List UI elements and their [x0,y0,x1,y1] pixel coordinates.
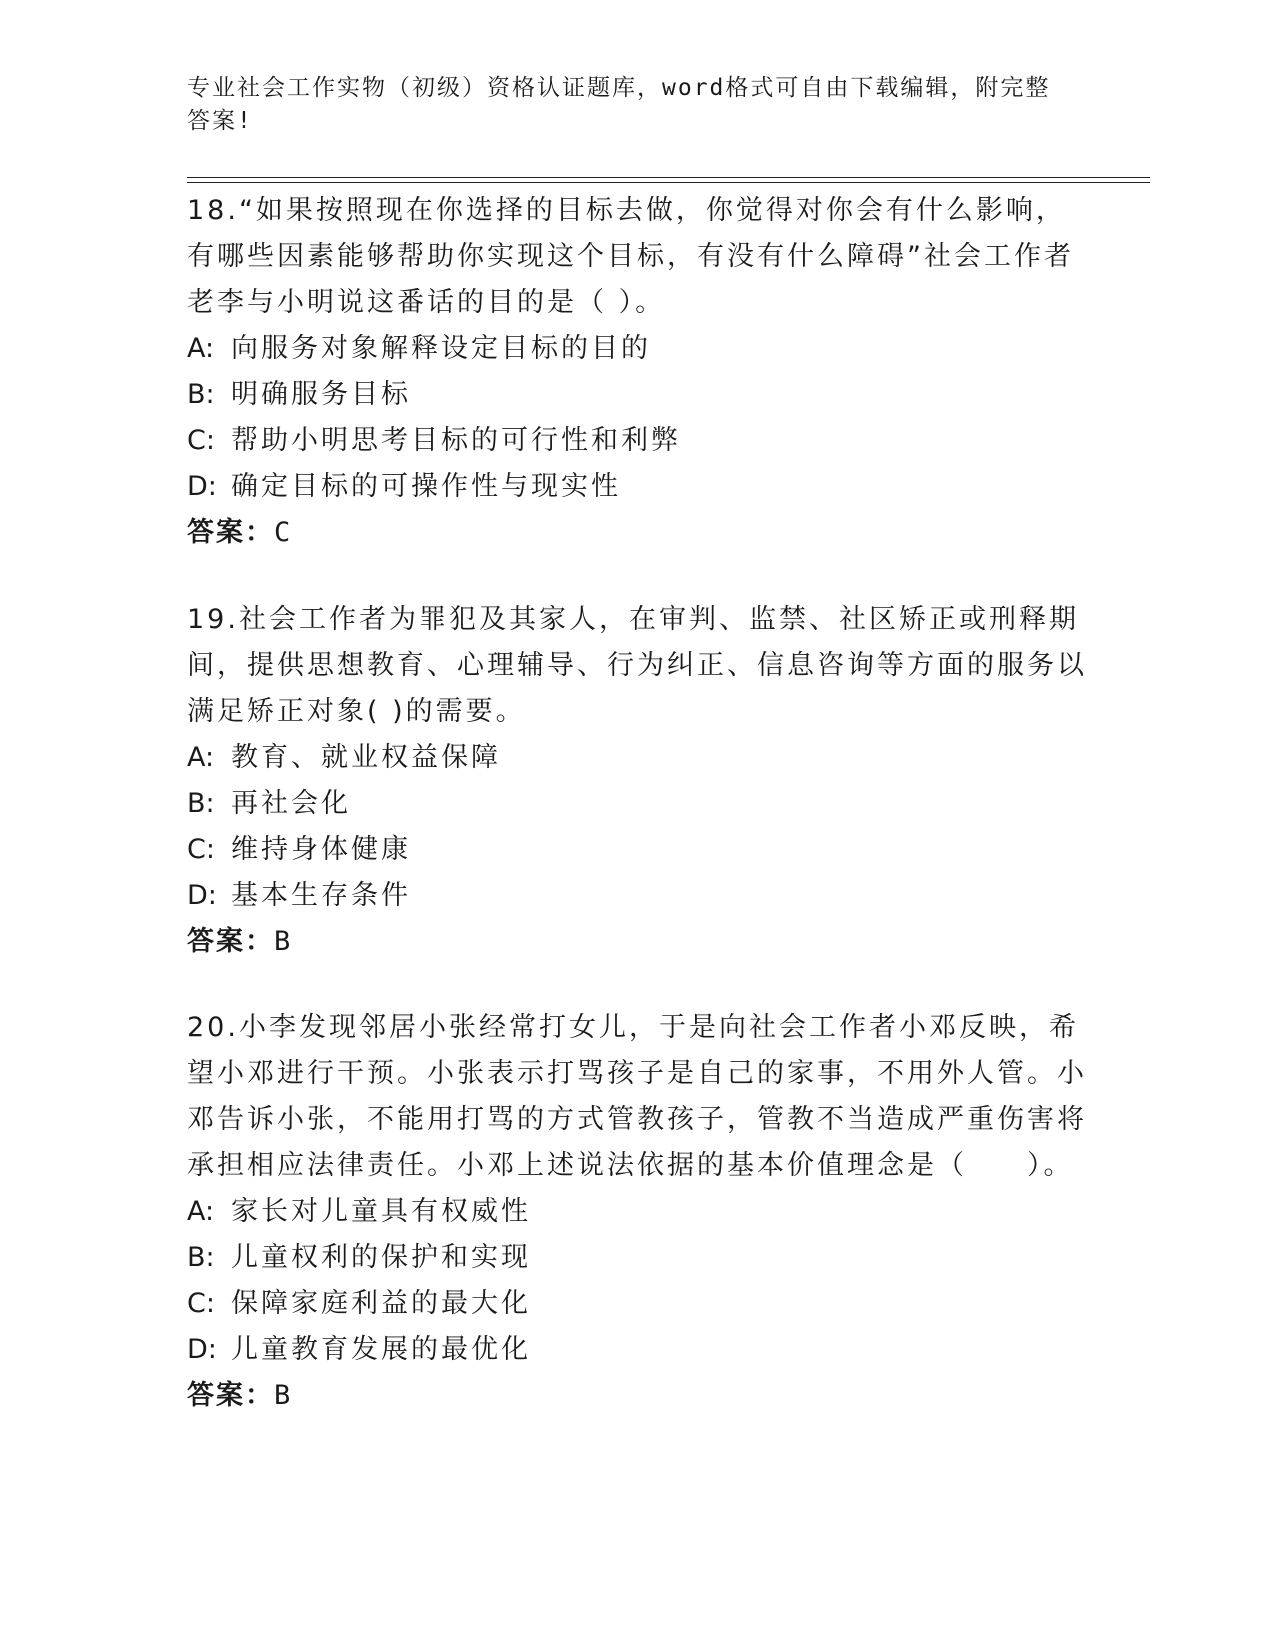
question-20 [187,1005,1087,1419]
option-text: 保障家庭利益的最大化 [231,1288,531,1319]
answer-value: B [274,926,291,957]
option-key: A: [187,1196,215,1227]
option-key: D: [187,471,217,502]
option-text: 儿童权利的保护和实现 [231,1242,531,1273]
option-text: 帮助小明思考目标的可行性和利弊 [231,425,681,456]
header-divider [187,177,1150,178]
answer-line [187,1373,1087,1419]
option-text: 确定目标的可操作性与现实性 [231,471,621,502]
option-d [187,873,1087,919]
option-text: 教育、就业权益保障 [231,742,501,773]
option-key: C: [187,834,215,865]
question-stem: 19.社会工作者为罪犯及其家人，在审判、监禁、社区矫正或刑释期间，提供思想教育、心理辅导、行为纠正、信息咨询等方面的服务以满足矫正对象( )的需要。 [187,604,1087,727]
answer-label: 答案： [187,926,274,957]
option-text: 向服务对象解释设定目标的目的 [231,333,651,364]
option-c [187,418,1087,464]
option-text: 家长对儿童具有权威性 [231,1196,531,1227]
answer-value: C [274,517,291,548]
answer-value: B [274,1380,291,1411]
option-a [187,326,1087,372]
option-key: A: [187,333,215,364]
option-c [187,827,1087,873]
option-text: 儿童教育发展的最优化 [231,1334,531,1365]
question-stem: 20.小李发现邻居小张经常打女儿，于是向社会工作者小邓反映，希望小邓进行干预。小张表示打骂孩子是自己的家事，不用外人管。小邓告诉小张，不能用打骂的方式管教孩子，管教不当造成严重伤害将承担相应法律责任。小邓上述说法依据的基本价值理念是（ ）。 [187,1012,1087,1181]
option-text: 维持身体健康 [231,834,411,865]
option-key: B: [187,788,215,819]
question-18 [187,188,1087,556]
option-a [187,1189,1087,1235]
header-text: 专业社会工作实物（初级）资格认证题库，word格式可自由下载编辑，附完整答案! [187,75,1051,134]
answer-label: 答案： [187,517,274,548]
header-divider-double [187,182,1150,183]
option-key: C: [187,1288,215,1319]
option-b [187,1235,1087,1281]
option-d [187,1327,1087,1373]
option-key: C: [187,425,215,456]
option-key: B: [187,379,215,410]
question-19 [187,597,1087,965]
answer-label: 答案： [187,1380,274,1411]
option-key: D: [187,1334,217,1365]
option-text: 明确服务目标 [231,379,411,410]
option-d [187,464,1087,510]
option-key: D: [187,880,217,911]
option-b [187,372,1087,418]
answer-line [187,919,1087,965]
option-key: A: [187,742,215,773]
option-key: B: [187,1242,215,1273]
option-text: 再社会化 [231,788,351,819]
option-c [187,1281,1087,1327]
answer-line [187,510,1087,556]
option-a [187,735,1087,781]
option-b [187,781,1087,827]
question-stem: 18.“如果按照现在你选择的目标去做，你觉得对你会有什么影响，有哪些因素能够帮助你实现这个目标，有没有什么障碍”社会工作者老李与小明说这番话的目的是（ ）。 [187,195,1074,318]
option-text: 基本生存条件 [231,880,411,911]
